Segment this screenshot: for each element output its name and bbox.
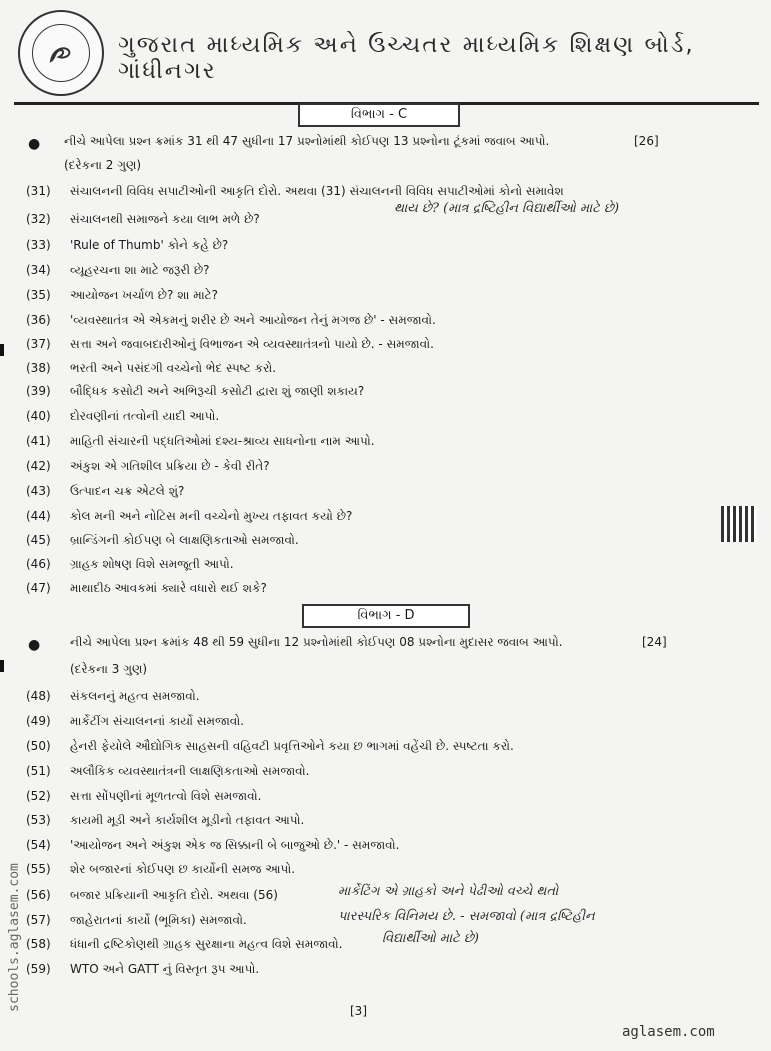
- question-39: (39) બૌદ્ધિક કસોટી અને અભિરૂચી કસોટી દ્વારા શું જાણી શકાય?: [26, 384, 365, 398]
- question-38: (38) ભરતી અને પસંદગી વચ્ચેનો ભેદ સ્પષ્ટ કરો.: [26, 361, 277, 375]
- punch-hole-mark: [0, 344, 4, 356]
- swan-emblem-icon: [32, 24, 90, 82]
- question-54: (54) 'આયોજન અને અંકુશ એક જ સિક્કાની બે બાજુઓ છે.' - સમજાવો.: [26, 838, 400, 852]
- question-41: (41) માહિતી સંચારની પદ્ધતિઓમાં દશ્ય-શ્રાવ્ય સાધનોના નામ આપો.: [26, 434, 375, 448]
- question-57: (57) જાહેરાતનાં કાર્યો (ભૂમિકા) સમજાવો.: [26, 913, 247, 927]
- question-56: (56) બજાર પ્રક્રિયાની આકૃતિ દોરો. અથવા (56): [26, 888, 278, 902]
- question-48: (48) સંકલનનું મહત્વ સમજાવો.: [26, 689, 200, 703]
- question-33: (33) 'Rule of Thumb' કોને કહે છે?: [26, 238, 229, 252]
- question-37: (37) સત્તા અને જવાબદારીઓનું વિભાજન એ વ્યવસ્થાતંત્રનો પાયો છે. - સમજાવો.: [26, 337, 434, 351]
- section-c-title: વિભાગ - C: [298, 103, 460, 127]
- question-53: (53) કાયમી મૂડી અને કાર્યશીલ મૂડીનો તફાવત આપો.: [26, 813, 305, 827]
- handwritten-note-58: વિદ્યાર્થીઓ માટે છે): [382, 931, 479, 946]
- question-58: (58) ધંધાની દ્રષ્ટિકોણથી ગ્રાહક સુરક્ષાના મહત્વ વિશે સમજાવો.: [26, 937, 343, 951]
- section-c-each-marks: (દરેકના 2 ગુણ): [64, 158, 142, 172]
- section-c-marks: [26]: [634, 134, 659, 148]
- question-45: (45) બ્રાન્ડિંગની કોઈપણ બે લાક્ષણિકતાઓ સમજાવો.: [26, 533, 299, 547]
- qr-code-icon: [721, 506, 757, 542]
- section-d-title: વિભાગ - D: [302, 604, 470, 628]
- header: [14, 6, 759, 105]
- question-59: (59) WTO અને GATT નું વિસ્તૃત રૂપ આપો.: [26, 962, 260, 976]
- question-31: (31) સંચાલનની વિવિધ સપાટીઓની આકૃતિ દોરો. અથવા (31) સંચાલનની વિવિધ સપાટીઓમાં કોનો સમાવેશ: [26, 184, 564, 198]
- section-c-instruction: નીચે આપેલા પ્રશ્ન ક્રમાંક 31 થી 47 સુધીના 17 પ્રશ્નોમાંથી કોઈપણ 13 પ્રશ્નોના ટૂંકમાં જવાબ આપો.: [64, 134, 550, 148]
- handwritten-note-56-line2: પારસ્પરિક વિનિમય છે. - સમજાવો (માત્ર દ્રષ્ટિહીન: [338, 909, 595, 924]
- bullet-icon: ●: [28, 136, 41, 152]
- question-44: (44) કોલ મની અને નોટિસ મની વચ્ચેનો મુખ્ય તફાવત કયો છે?: [26, 509, 353, 523]
- handwritten-note-56-line1: માર્કેટિંગ એ ગ્રાહકો અને પેઢીઓ વચ્ચે થતો: [338, 884, 559, 899]
- section-d-marks: [24]: [642, 635, 667, 649]
- footer-brand: aglasem.com: [622, 1024, 715, 1040]
- section-d-instruction: નીચે આપેલા પ્રશ્ન ક્રમાંક 48 થી 59 સુધીના 12 પ્રશ્નોમાંથી કોઈપણ 08 પ્રશ્નોના મુદાસર જવાબ આપો.: [70, 635, 563, 649]
- question-42: (42) અંકુશ એ ગતિશીલ પ્રક્રિયા છે - કેવી રીતે?: [26, 459, 270, 473]
- question-49: (49) માર્કેટીંગ સંચાલનનાં કાર્યો સમજાવો.: [26, 714, 245, 728]
- board-title: ગુજરાત માધ્યમિક અને ઉચ્ચતર માધ્યમિક શિક્ષણ બોર્ડ, ગાંધીનગર: [118, 32, 695, 84]
- board-logo: [18, 10, 104, 96]
- page-number: [3]: [350, 1004, 367, 1018]
- question-34: (34) વ્યૂહરચના શા માટે જરૂરી છે?: [26, 263, 210, 277]
- question-52: (52) સત્તા સોંપણીનાં મૂળતત્વો વિશે સમજાવો.: [26, 789, 262, 803]
- section-d-each-marks: (દરેકના 3 ગુણ): [70, 662, 148, 676]
- bullet-icon: ●: [28, 637, 41, 653]
- question-46: (46) ગ્રાહક શોષણ વિશે સમજૂતી આપો.: [26, 557, 234, 571]
- question-51: (51) અલૌકિક વ્યવસ્થાતંત્રની લાક્ષણિકતાઓ સમજાવો.: [26, 764, 310, 778]
- side-watermark: schools.aglasem.com: [6, 863, 22, 1012]
- question-40: (40) દોરવણીનાં તત્વોની યાદી આપો.: [26, 409, 220, 423]
- question-43: (43) ઉત્પાદન ચક્ર એટલે શું?: [26, 484, 185, 498]
- question-32: (32) સંચાલનથી સમાજને કયા લાભ મળે છે?: [26, 212, 260, 226]
- handwritten-note-31: થાય છે? (માત્ર દ્રષ્ટિહીન વિદ્યાર્થીઓ માટે છે): [394, 201, 620, 216]
- question-50: (50) હેનરી ફેયોલે ઔદ્યોગિક સાહસની વહિવટી પ્રવૃત્તિઓને કયા છ ભાગમાં વહેંચી છે. સ્પષ્ટતા કરો.: [26, 739, 514, 753]
- question-55: (55) શેર બજારનાં કોઈપણ છ કાર્યોની સમજ આપો.: [26, 862, 296, 876]
- punch-hole-mark: [0, 660, 4, 672]
- question-47: (47) માથાદીઠ આવકમાં ક્યારે વધારો થઈ શકે?: [26, 581, 267, 595]
- question-35: (35) આયોજન ખર્ચાળ છે? શા માટે?: [26, 288, 219, 302]
- question-36: (36) 'વ્યવસ્થાતંત્ર એ એકમનું શરીર છે અને આયોજન તેનું મગજ છે' - સમજાવો.: [26, 313, 436, 327]
